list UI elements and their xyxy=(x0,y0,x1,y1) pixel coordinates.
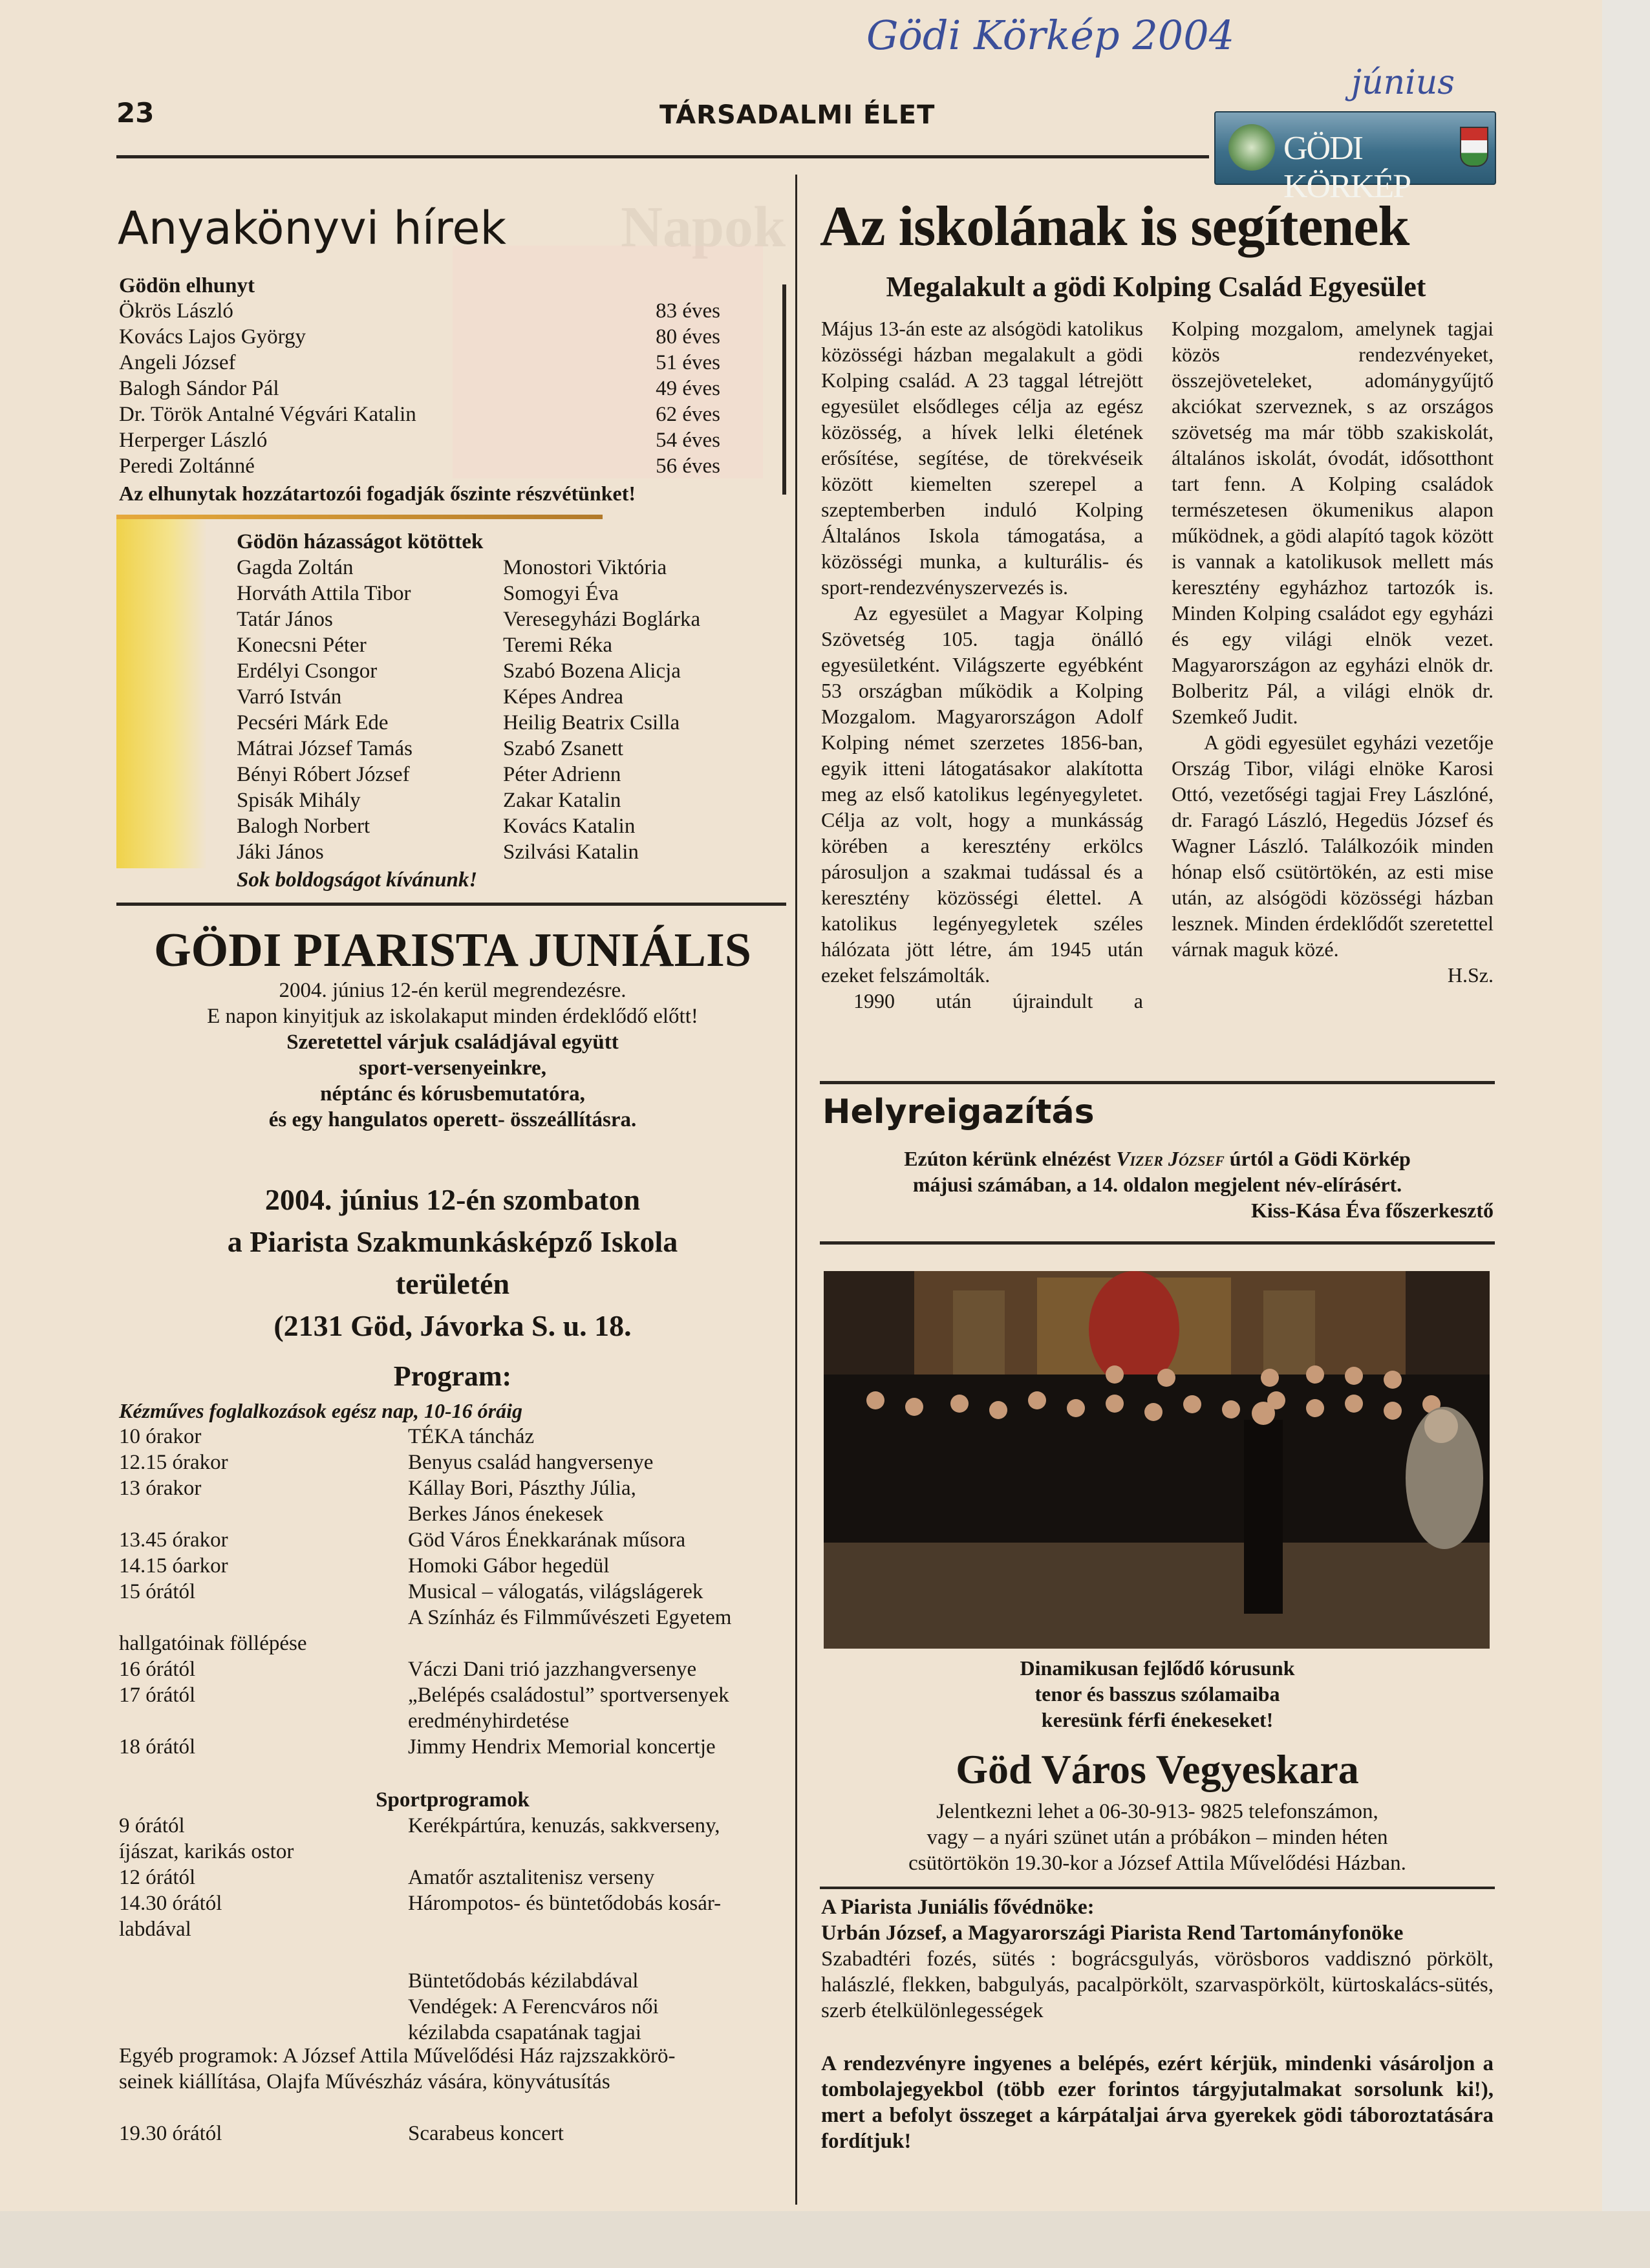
choir-line: Jelentkezni lehet a 06-30-913- 9825 telefonszámon, xyxy=(936,1800,1378,1823)
sport-time xyxy=(119,1994,408,2020)
program-row xyxy=(119,1682,785,1708)
program-list xyxy=(119,1424,785,1760)
choir-bottom-rule xyxy=(820,1887,1495,1889)
cooking-text: Szabadtéri fozés, sütés : bográcsgulyás, vörösboros vaddisznó pörkölt, halászlé, flekken, babgulyás, pacalpörkölt, szarvaspörkölt, kürtoskalács-sütés, szerb ételkülönlegességek xyxy=(821,1947,1494,2022)
caption-line: tenor és basszus szólamaiba xyxy=(1034,1682,1280,1706)
sport-event: Kerékpártúra, kenuzás, sakkverseny, xyxy=(408,1814,720,1837)
program-event: Homoki Gábor hegedül xyxy=(408,1554,610,1578)
deceased-age: 49 éves xyxy=(656,377,720,400)
deceased-heading: Gödön elhunyt xyxy=(119,274,255,297)
sport-row xyxy=(119,1916,785,1942)
married-box-accent xyxy=(116,515,603,519)
bride-name: Zakar Katalin xyxy=(503,789,621,812)
groom-name: Konecsni Péter xyxy=(237,634,367,657)
article-paragraph: A gödi egyesület egyházi vezetője Ország Tibor, világi elnöke Karosi Ottó, vezetőségi tagjai Frey Lászlóné, dr. Faragó László, Hegedüs József és Wagner László. Találkozóik minden hónap első csütörtökén, az esti mise után, az alsógödi közösségi házban lesznek. Minden érdeklődőt szeretettel várnak maguk közé. xyxy=(1172,731,1494,961)
deceased-name: Peredi Zoltánné xyxy=(119,455,255,478)
deceased-name: Dr. Török Antalné Végvári Katalin xyxy=(119,403,416,426)
intro-line: E napon kinyitjuk az iskolakaput minden érdeklődő előtt! xyxy=(207,1005,698,1028)
invite-line: Szeretettel várjuk családjával együtt xyxy=(286,1031,619,1054)
deceased-name: Angeli József xyxy=(119,351,236,374)
program-time: 19.30 órától xyxy=(119,2122,222,2145)
married-couple xyxy=(237,632,754,658)
choir-line: vagy – a nyári szünet után a próbákon – minden héten xyxy=(927,1826,1388,1849)
logo-text: GÖDI KÖRKÉP xyxy=(1283,130,1411,205)
patron-block xyxy=(821,1894,1494,2024)
sport-time: íjászat, karikás ostor xyxy=(119,1840,294,1863)
deceased-age: 83 éves xyxy=(656,299,720,323)
deceased-row xyxy=(119,324,720,350)
program-event: Göd Város Énekkarának műsora xyxy=(408,1528,686,1552)
correction-title: Helyreigazítás xyxy=(822,1093,1095,1131)
program-event: A Színház és Filmművészeti Egyetem xyxy=(408,1606,732,1629)
program-row xyxy=(119,1475,785,1501)
program-time: 10 órakor xyxy=(119,1425,202,1448)
groom-name: Horváth Attila Tibor xyxy=(237,582,411,605)
entry-text: A rendezvényre ingyenes a belépés, ezért kérjük, mindenki vásároljon a tombolajegyekbol (több ezer forintos tárgyjutalmakat sorsolunk ki!), mert a befolyt összeget a kárpátaljai árva gyerekek gödi táboroztatására fordítjuk! xyxy=(821,2052,1494,2153)
program-row xyxy=(119,1501,785,1527)
groom-name: Mátrai József Tamás xyxy=(237,737,412,760)
bride-name: Szilvási Katalin xyxy=(503,840,639,864)
correction-sign: Kiss-Kása Éva főszerkesztő xyxy=(1250,1199,1494,1222)
program-event: Jimmy Hendrix Memorial koncertje xyxy=(408,1735,716,1759)
married-couple xyxy=(237,736,754,762)
deceased-name: Kovács Lajos György xyxy=(119,325,306,348)
bride-name: Veresegyházi Boglárka xyxy=(503,608,701,631)
program-title: Program: xyxy=(393,1360,512,1392)
correction-name: Vizer József xyxy=(1116,1147,1225,1170)
sport-time: 14.30 órától xyxy=(119,1892,222,1915)
article-paragraph: Az egyesület a Magyar Kolping Szövetség 105. tagja önálló egyesületként. Világszerte egyébként 53 országban működik a Kolping Mozgalom. Magyarországon Adolf Kolping német szerzetes 1856-ban, egyik itteni látogatásakor alakította meg az első katolikus legényegyletet. Célja az volt, hogy a munkásság körében a keresztény erkölcs párosuljon a szakmai tudással és a keresztény közösségi élettel. A katolikus legényegyletek széles hálózata jött létre, ám 1945 után ezeket felszámolták. xyxy=(821,601,1143,987)
section-title: TÁRSADALMI ÉLET xyxy=(659,100,936,130)
date-line: 2004. június 12-én szombaton xyxy=(264,1183,641,1216)
condolence-text: Az elhunytak hozzátartozói fogadják őszinte részvétünket! xyxy=(119,482,636,505)
program-event: Kállay Bori, Pászthy Júlia, xyxy=(408,1477,636,1500)
married-couple xyxy=(237,839,754,865)
married-couple xyxy=(237,710,754,736)
registry-bottom-rule xyxy=(116,903,786,906)
program-row xyxy=(119,1424,785,1450)
sport-row xyxy=(119,2020,785,2046)
junialis-date-block xyxy=(116,1179,789,1347)
bride-name: Teremi Réka xyxy=(503,634,613,657)
groom-name: Balogh Norbert xyxy=(237,815,370,838)
choir-line: csütörtökön 19.30-kor a József Attila Művelődési Házban. xyxy=(908,1852,1406,1875)
junialis-title: GÖDI PIARISTA JUNIÁLIS xyxy=(154,924,751,977)
handwritten-note-month: június xyxy=(1351,63,1455,102)
married-couple xyxy=(237,762,754,787)
program-row xyxy=(119,1527,785,1553)
bride-name: Heilig Beatrix Csilla xyxy=(503,711,680,734)
deceased-age: 51 éves xyxy=(656,351,720,374)
program-row xyxy=(119,1631,785,1656)
other-line: Egyéb programok: A József Attila Művelődési Ház rajzszakkörö- xyxy=(119,2044,676,2068)
article-subtitle: Megalakult a gödi Kolping Család Egyesület xyxy=(886,271,1426,303)
page-right-edge xyxy=(1602,0,1650,2268)
sport-event: Vendégek: A Ferencváros női xyxy=(408,1995,659,2018)
married-couple xyxy=(237,606,754,632)
groom-name: Tatár János xyxy=(237,608,333,631)
invite-line: sport-versenyeinkre, xyxy=(359,1056,546,1080)
sport-event: Hárompotos- és büntetődobás kosár- xyxy=(408,1892,722,1915)
wish-text: Sok boldogságot kívánunk! xyxy=(237,868,478,892)
sport-time xyxy=(119,1968,408,1994)
sport-time: 9 órától xyxy=(119,1814,185,1837)
correction-part: Ezúton kérünk elnézést xyxy=(904,1147,1117,1170)
article-bottom-rule xyxy=(820,1081,1495,1084)
choir-photo xyxy=(824,1271,1490,1649)
sport-time xyxy=(119,2020,408,2046)
program-time: 12.15 órakor xyxy=(119,1451,228,1474)
program-row xyxy=(119,1553,785,1579)
patron-line: A Piarista Juniális fővédnöke: xyxy=(821,1896,1095,1919)
groom-name: Jáki János xyxy=(237,840,324,864)
sport-event: Büntetődobás kézilabdával xyxy=(408,1969,639,1993)
married-box-shade xyxy=(116,519,207,868)
bride-name: Szabó Bozena Alicja xyxy=(503,659,681,683)
gk-logo xyxy=(1214,111,1496,205)
deceased-name: Herperger László xyxy=(119,429,268,452)
sport-row xyxy=(119,1994,785,2020)
sport-time xyxy=(119,1942,408,1968)
program-row xyxy=(119,1656,785,1682)
groom-name: Spisák Mihály xyxy=(237,789,361,812)
choir-title: Göd Város Vegyeskara xyxy=(956,1746,1359,1792)
correction-part: úrtól a Gödi Körkép xyxy=(1224,1147,1411,1170)
correction-line: májusi számában, a 14. oldalon megjelent név-elírásért. xyxy=(912,1173,1402,1196)
program-time xyxy=(119,1708,408,1734)
sport-event xyxy=(408,1942,785,1968)
program-time: 15 órától xyxy=(119,1580,196,1603)
deceased-name: Ökrös László xyxy=(119,299,233,323)
sport-list xyxy=(119,1813,785,2046)
deceased-age: 80 éves xyxy=(656,325,720,348)
program-time xyxy=(119,1501,408,1527)
deceased-row xyxy=(119,298,720,324)
article-paragraph: Május 13-án este az alsógödi katolikus közösségi házban megalakult a gödi Kolping család. A 23 taggal létrejött egyesület elsődleges célja az egész közösség, a hívek lelki életének erősítése, segítése, de törekvéseik között kiemelten szerepel a szeptemberben induló Kolping Általános Iskola támogatása, a közösségi munka, a kulturális- és sport-rendezvényszervezés is. xyxy=(821,317,1143,599)
married-couple xyxy=(237,813,754,839)
junialis-intro xyxy=(116,978,789,1133)
deceased-row xyxy=(119,376,720,401)
program-row xyxy=(119,1450,785,1475)
deceased-list xyxy=(119,298,720,479)
program-time: 17 órától xyxy=(119,1684,196,1707)
caption-line: keresünk férfi énekeseket! xyxy=(1041,1708,1274,1731)
sport-time: labdával xyxy=(119,1918,191,1941)
program-event: eredményhirdetése xyxy=(408,1709,570,1733)
program-event: Váczi Dani trió jazzhangversenye xyxy=(408,1658,697,1681)
bride-name: Szabó Zsanett xyxy=(503,737,624,760)
program-event: TÉKA táncház xyxy=(408,1425,535,1448)
bride-name: Monostori Viktória xyxy=(503,556,667,579)
bride-name: Kovács Katalin xyxy=(503,815,636,838)
groom-name: Gagda Zoltán xyxy=(237,556,354,579)
deceased-row xyxy=(119,453,720,479)
groom-name: Pecséri Márk Ede xyxy=(237,711,389,734)
sport-row xyxy=(119,1942,785,1968)
deceased-age: 54 éves xyxy=(656,429,720,452)
sport-event xyxy=(408,1916,785,1942)
article-paragraph: 1990 után újraindult a xyxy=(853,989,1143,1012)
sport-row xyxy=(119,1890,785,1916)
header-rule xyxy=(116,155,1209,158)
program-time: 13 órakor xyxy=(119,1477,202,1500)
program-event: Scarabeus koncert xyxy=(408,2122,564,2145)
logo-emblem-icon xyxy=(1228,124,1275,171)
program-time: 18 órától xyxy=(119,1735,196,1759)
program-time: 14.15 óarkor xyxy=(119,1554,228,1578)
program-row xyxy=(119,1605,785,1631)
date-line: a Piarista Szakmunkásképző Iskola xyxy=(227,1225,678,1258)
bride-name: Képes Andrea xyxy=(503,685,624,709)
intro-line: 2004. június 12-én kerül megrendezésre. xyxy=(279,979,627,1002)
choir-text xyxy=(820,1799,1495,1876)
registry-title: Anyakönyvi hírek xyxy=(118,202,507,255)
date-line: (2131 Göd, Jávorka S. u. 18. xyxy=(273,1309,632,1342)
column-divider xyxy=(795,175,797,2205)
sport-event xyxy=(408,1839,785,1865)
program-event: „Belépés családostul” sportversenyek xyxy=(408,1684,729,1707)
article-signature: H.Sz. xyxy=(1447,963,1494,987)
page-number: 23 xyxy=(116,97,155,129)
program-subtitle: Kézműves foglalkozások egész nap, 10-16 óráig xyxy=(119,1399,522,1422)
married-heading: Gödön házasságot kötöttek xyxy=(237,530,484,553)
deceased-age: 56 éves xyxy=(656,455,720,478)
married-couple xyxy=(237,658,754,684)
bleed-through: Napok xyxy=(621,195,786,259)
registry-side-bar xyxy=(782,284,786,495)
sport-row xyxy=(119,1813,785,1839)
correction-line xyxy=(821,1146,1494,1171)
program-row xyxy=(119,2121,785,2146)
date-line: területén xyxy=(395,1267,510,1300)
deceased-row xyxy=(119,350,720,376)
program-row xyxy=(119,1579,785,1605)
groom-name: Bényi Róbert József xyxy=(237,763,410,786)
married-couple xyxy=(237,787,754,813)
married-couple xyxy=(237,684,754,710)
groom-name: Varró István xyxy=(237,685,342,709)
sport-row xyxy=(119,1865,785,1890)
correction-text xyxy=(821,1146,1494,1223)
deceased-name: Balogh Sándor Pál xyxy=(119,377,279,400)
program-event: Benyus család hangversenye xyxy=(408,1451,654,1474)
choir-photo-art xyxy=(824,1271,1490,1649)
handwritten-note: Gödi Körkép 2004 xyxy=(866,12,1235,59)
groom-name: Erdélyi Csongor xyxy=(237,659,378,683)
married-list xyxy=(237,555,754,865)
patron-line: Urbán József, a Magyarországi Piarista Rend Tartományfonöke xyxy=(821,1921,1404,1945)
program-time: 16 órától xyxy=(119,1658,196,1681)
correction-bottom-rule xyxy=(820,1241,1495,1245)
invite-line: néptánc és kórusbemutatóra, xyxy=(320,1082,585,1106)
article-title: Az iskolának is segítenek xyxy=(820,195,1409,258)
article-col-2 xyxy=(1172,316,1494,988)
program-time xyxy=(119,1605,408,1631)
last-program xyxy=(119,2121,785,2146)
deceased-row xyxy=(119,427,720,453)
deceased-age: 62 éves xyxy=(656,403,720,426)
program-time: hallgatóinak föllépése xyxy=(119,1632,307,1655)
sport-row xyxy=(119,1839,785,1865)
choir-caption xyxy=(820,1655,1495,1733)
article-col-1 xyxy=(821,316,1143,1014)
married-couple xyxy=(237,555,754,581)
sport-row xyxy=(119,1968,785,1994)
program-event: Musical – válogatás, világslágerek xyxy=(408,1580,703,1603)
bride-name: Péter Adrienn xyxy=(503,763,621,786)
page-bottom-edge xyxy=(0,2211,1650,2268)
program-event xyxy=(408,1631,785,1656)
married-couple xyxy=(237,581,754,606)
sport-event: kézilabda csapatának tagjai xyxy=(408,2021,641,2044)
caption-line: Dinamikusan fejlődő kórusunk xyxy=(1020,1656,1295,1680)
program-row xyxy=(119,1708,785,1734)
deceased-row xyxy=(119,401,720,427)
sport-title: Sportprogramok xyxy=(376,1788,530,1812)
program-event: Berkes János énekesek xyxy=(408,1503,604,1526)
coat-of-arms-icon xyxy=(1460,127,1488,167)
other-programs xyxy=(119,2043,785,2095)
program-time: 13.45 órakor xyxy=(119,1528,228,1552)
sport-event: Amatőr asztalitenisz verseny xyxy=(408,1866,655,1889)
other-line: seinek kiállítása, Olajfa Művészház vására, könyvátusítás xyxy=(119,2070,610,2093)
invite-line: és egy hangulatos operett- összeállításra. xyxy=(268,1108,637,1131)
bride-name: Somogyi Éva xyxy=(503,582,619,605)
program-row xyxy=(119,1734,785,1760)
article-paragraph: Kolping mozgalom, amelynek tagjai közös rendezvényeket, összejöveteleket, adománygyűjtő akciókat szerveznek, s az országos szövetség ma már több szakiskolát, általános iskolát, óvodát, idősotthont tart fenn. A Kolping családok természetesen ökumenikus alapon működnek, a gödi alapító tagok között is vannak a katolikusok mellett más keresztény egyházhoz tartozók is. Minden Kolping családot egy egyházi és egy világi elnök vezet. Magyarországon az egyházi elnök dr. Bolberitz Pál, a világi elnök dr. Szemkeő Judit. xyxy=(1172,317,1494,728)
sport-time: 12 órától xyxy=(119,1866,196,1889)
